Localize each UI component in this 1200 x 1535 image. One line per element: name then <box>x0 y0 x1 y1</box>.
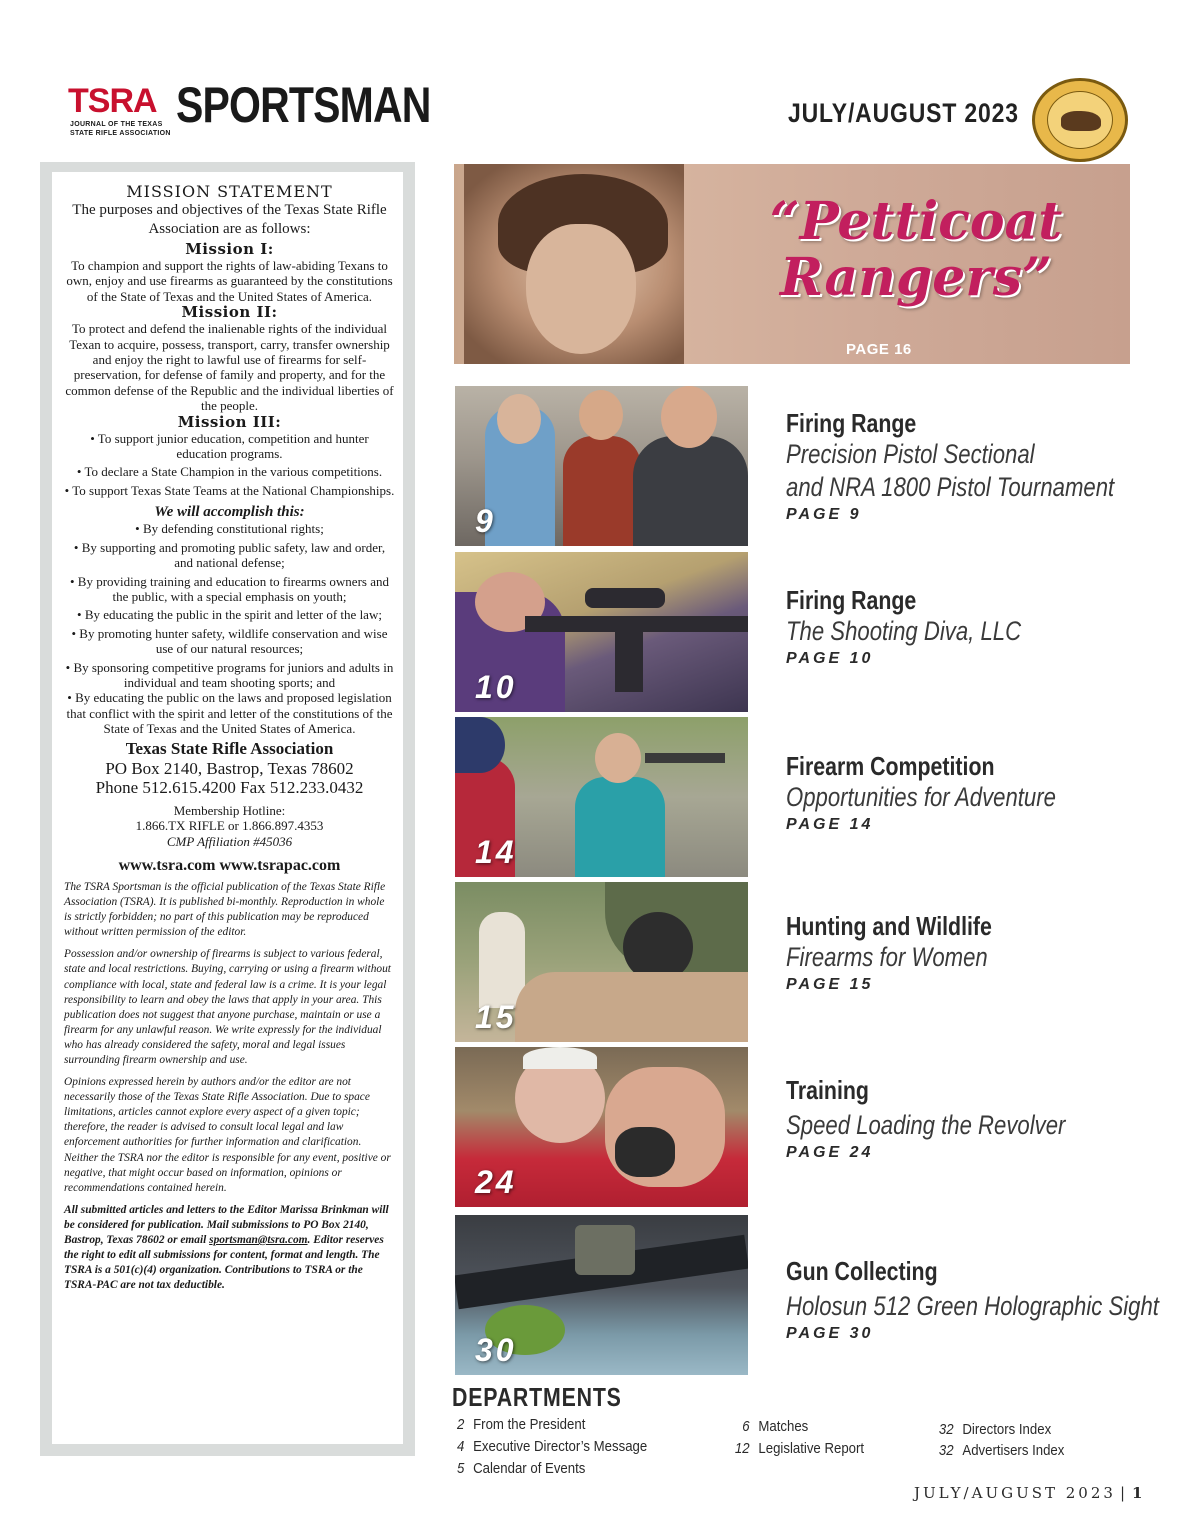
publication-notice: The TSRA Sportsman is the official publication of the Texas State Rifle Association (TSRA). It is published bi-monthly. Reproduction in whole is strictly forbidden; no part of this publication may be reproduced without written permission of the editor. <box>64 880 386 939</box>
accomplish-item: • By supporting and promoting public safety, law and order, and national defense; <box>73 539 386 571</box>
department-item[interactable]: 5 Calendar of Events <box>456 1460 586 1477</box>
accomplish-item: • By educating the public in the spirit and letter of the law; <box>77 607 382 623</box>
accomplish-item: • By sponsoring competitive programs for juniors and adults in individual and team shooting sports; and <box>65 659 394 690</box>
accomplish-heading: We will accomplish this: <box>154 504 305 521</box>
department-item[interactable]: 32 Advertisers Index <box>938 1442 1065 1459</box>
feature-hero[interactable] <box>454 164 1130 364</box>
story-subtitle: Holosun 512 Green Holographic Sight <box>786 1291 1159 1321</box>
story-page: PAGE 9 <box>786 506 862 523</box>
story-subtitle: and NRA 1800 Pistol Tournament <box>786 472 1115 502</box>
story-entry[interactable] <box>786 585 1166 668</box>
accomplish-item: • By educating the public on the laws and proposed legislation that conflict with the spirit and letter of the constitutions of the State of Texas and the United States of America. <box>66 690 393 737</box>
org-phone: Phone 512.615.4200 Fax 512.233.0432 <box>95 777 364 797</box>
story-entry[interactable] <box>786 1075 1166 1162</box>
editor-email-link[interactable]: sportsman@tsra.com <box>209 1234 308 1247</box>
longhorn-icon <box>1061 111 1101 131</box>
story-number: 9 <box>475 503 496 539</box>
opinion-disclaimer: Opinions expressed herein by authors and/or the editor are not necessarily those of the Texas State Rifle Association. Due to space limitations, articles cannot explore every aspect of a given topic; therefore, the reader is advised to consult local legal and law enforcement authorities for further information and clarification. Neither the TSRA nor the editor is responsible for any event, positive or negative, that might occur based on information, opinions or recommendations contained herein. <box>64 1076 391 1194</box>
story-number: 30 <box>475 1332 517 1368</box>
story-thumbnail[interactable] <box>455 552 748 712</box>
story-page: PAGE 30 <box>786 1325 874 1342</box>
story-subtitle: The Shooting Diva, LLC <box>786 616 1022 646</box>
story-page: PAGE 14 <box>786 816 874 833</box>
mission3-item: • To declare a State Champion in the various competitions. <box>76 464 383 480</box>
story-section: Firing Range <box>786 408 917 438</box>
page-footer: JULY/AUGUST 2023 | 1 <box>914 1484 1146 1502</box>
story-number: 14 <box>475 834 517 870</box>
footer-issue: JULY/AUGUST 2023 <box>914 1484 1116 1502</box>
mission3-item: • To support Texas State Teams at the National Championships. <box>64 482 395 498</box>
story-page: PAGE 10 <box>786 650 874 667</box>
department-item[interactable]: 32 Directors Index <box>938 1421 1052 1438</box>
story-subtitle: Precision Pistol Sectional <box>786 439 1035 469</box>
org-address: PO Box 2140, Bastrop, Texas 78602 <box>105 758 354 778</box>
magazine-title: SPORTSMAN <box>176 77 431 133</box>
story-thumbnail[interactable] <box>455 386 748 546</box>
story-entry[interactable] <box>786 408 1166 524</box>
story-section: Training <box>786 1075 869 1105</box>
story-thumbnail[interactable] <box>455 882 748 1042</box>
story-thumbnail[interactable] <box>455 1215 748 1375</box>
story-subtitle: Opportunities for Adventure <box>786 782 1056 812</box>
cmp-affiliation: CMP Affiliation #45036 <box>166 833 293 849</box>
mission2-text: To protect and defend the inalienable rights of the individual Texan to acquire, possess, transport, carry, transfer ownership and enjoy the right to lawful use of firearms for self-preservation, for defense of family and property, and for the common defense of the Republic and the individual liberties of the people. <box>65 321 394 414</box>
page-number: 1 <box>1132 1484 1146 1502</box>
story-section: Hunting and Wildlife <box>786 911 992 941</box>
issue-date: JULY/AUGUST 2023 <box>788 98 1019 128</box>
mission2-heading: Mission II: <box>181 303 278 322</box>
accomplish-item: • By promoting hunter safety, wildlife conservation and wise use of our natural resources; <box>71 625 388 657</box>
story-number: 10 <box>475 669 517 705</box>
departments-heading: DEPARTMENTS <box>452 1382 622 1412</box>
mission1-text: To champion and support the rights of law-abiding Texans to own, enjoy and use firearms as guaranteed by the constitutions of the State of Texas and the United States of America. <box>66 258 393 304</box>
story-subtitle: Firearms for Women <box>786 942 988 972</box>
mission3-item: • To support junior education, competition and hunter education programs. <box>90 430 369 462</box>
feature-page: PAGE 16 <box>846 341 912 358</box>
masthead <box>68 77 431 140</box>
portrait-photo <box>464 164 684 364</box>
story-entry[interactable] <box>786 751 1166 834</box>
mission3-heading: Mission III: <box>177 412 282 431</box>
mission-intro: The purposes and objectives of the Texas State Rifle Association are as follows: <box>72 202 387 237</box>
tsra-logo: TSRA <box>68 82 157 120</box>
website-links[interactable]: www.tsra.com www.tsrapac.com <box>118 856 341 874</box>
story-thumbnail[interactable] <box>455 717 748 877</box>
story-section: Gun Collecting <box>786 1256 938 1286</box>
mission-statement-title: MISSION STATEMENT <box>126 182 333 201</box>
story-subtitle: Speed Loading the Revolver <box>786 1110 1066 1140</box>
department-item[interactable]: 6 Matches <box>742 1418 809 1435</box>
department-item[interactable]: 12 Legislative Report <box>734 1440 865 1457</box>
hotline-label: Membership Hotline: <box>173 802 286 818</box>
story-number: 15 <box>475 999 517 1035</box>
story-number: 24 <box>475 1164 517 1200</box>
accomplish-item: • By defending constitutional rights; <box>135 521 324 537</box>
story-entry[interactable] <box>786 911 1166 994</box>
feature-title: “Petticoat Rangers” <box>769 191 1063 308</box>
org-name: Texas State Rifle Association <box>125 738 334 758</box>
masthead-tagline: JOURNAL OF THE TEXAS STATE RIFLE ASSOCIATION <box>70 121 171 137</box>
story-entry[interactable] <box>786 1256 1166 1343</box>
tsra-seal-logo <box>1032 78 1128 162</box>
story-section: Firearm Competition <box>786 751 995 781</box>
legal-disclaimer: Possession and/or ownership of firearms is subject to various federal, state and local restrictions. Buying, carrying or using a firearm without compliance with local, state and federal law is a crime. It is your legal responsibility to learn and obey the laws that apply in your area. This publication does not suggest that anyone purchase, maintain or use a firearm for any unlawful reason. We write expressly for the individual who has already considered the safety, moral and legal issues surrounding firearm ownership and use. <box>64 948 391 1066</box>
story-thumbnail[interactable] <box>455 1047 748 1207</box>
accomplish-item: • By providing training and education to firearms owners and the public, with a special emphasis on youth; <box>69 573 389 604</box>
department-item[interactable]: 2 From the President <box>456 1416 586 1433</box>
hotline-number: 1.866.TX RIFLE or 1.866.897.4353 <box>135 817 324 833</box>
story-page: PAGE 15 <box>786 976 874 993</box>
story-section: Firing Range <box>786 585 917 615</box>
story-page: PAGE 24 <box>786 1144 874 1161</box>
mission1-heading: Mission I: <box>185 240 274 258</box>
mission-sidebar <box>40 162 415 1456</box>
submission-notice: All submitted articles and letters to the Editor Marissa Brinkman will be considered for publication. Mail submissions to PO Box 2140, Bastrop, Texas 78602 or email sportsman@tsra.com. Editor reserves the right to edit all submissions for content, format and length. The TSRA is a 501(c)(4) organization. Contributions to TSRA or the TSRA-PAC are not tax deductible. <box>64 1203 389 1292</box>
department-item[interactable]: 4 Executive Director’s Message <box>456 1438 648 1455</box>
